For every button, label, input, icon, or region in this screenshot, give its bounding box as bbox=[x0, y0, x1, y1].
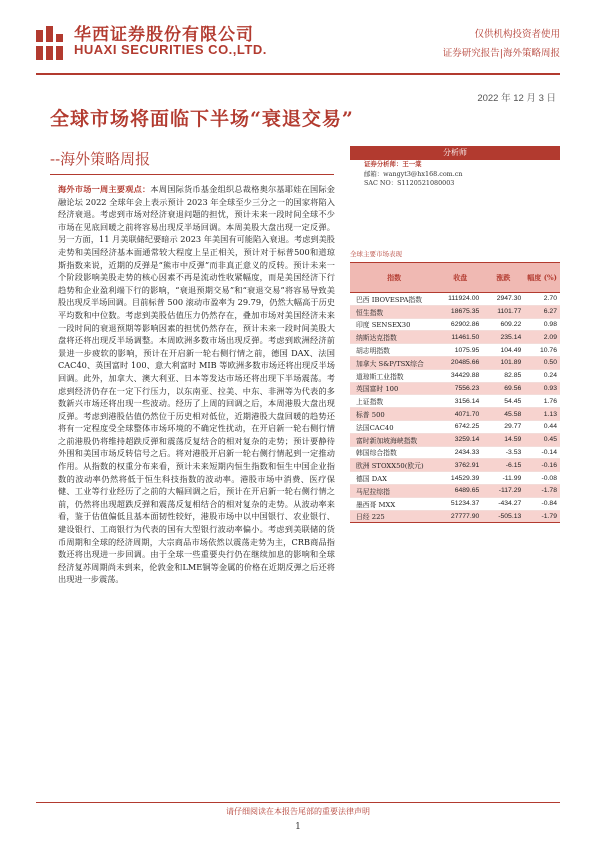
analyst-email-label: 邮箱： bbox=[364, 169, 384, 178]
pct-value: 0.44 bbox=[524, 420, 560, 433]
table-row bbox=[350, 293, 560, 306]
pct-value: -0.08 bbox=[524, 472, 560, 485]
table-row bbox=[350, 331, 560, 344]
table-row bbox=[350, 344, 560, 357]
analyst-sac-line bbox=[350, 179, 560, 189]
index-name: 墨西哥 MXX bbox=[350, 497, 438, 510]
table-row bbox=[350, 395, 560, 408]
change-value: 54.45 bbox=[482, 395, 524, 408]
pct-value: 6.27 bbox=[524, 305, 560, 318]
pct-value: 2.09 bbox=[524, 331, 560, 344]
close-value: 20485.66 bbox=[438, 356, 482, 369]
pct-value: 0.45 bbox=[524, 433, 560, 446]
close-value: 14529.39 bbox=[438, 472, 482, 485]
table-row bbox=[350, 446, 560, 459]
index-name: 巴西 IBOVESPA指数 bbox=[350, 293, 438, 306]
body-paragraph: 本周国际货币基金组织总裁格奥尔基耶娃在国际金融论坛 2022 全球年会上表示预计 2023 年全球至少三分之一的国家将陷入经济衰退。考虑到市场对经济衰退问题的担忧，预计未来一段时间全球不少市场在见底回暖之前将容易出现反半场回调。本周美股大盘出现一定反弹。另一方面，11 月美联储纪要暗示 2023 年美国有可能陷入衰退。考虑到美股走势和美国经济基本面通常较大程度上呈正相关，预计对于标普500和道琼斯指数来说，近期的反弹是“熊市中反弹”而非真正意义的反转。预计未来一个阶段影响美股走势的核心因素不再是流动性收紧幅度，而是美国经济下行趋势和企业盈利端下行的影响，“衰退预期交易”和“衰退交易”将容易导致美股出现反半场回调。目前标普 500 滚动市盈率为 29.79，仍然大幅高于历史平均数和中位数。考虑到美股估值压力仍然存在，叠加市场对美国经济未来一段时间的衰退预期等影响因素的担忧仍然存在，预计未来一段时间美股大盘将还将出现反半场调整。本周欧洲多数市场出现反弹。考虑到欧洲经济前景进一步疲软的影响，预计在开启新一轮右侧行情之前，德国 DAX、法国 CAC40、英国富时 100、意大利富时 MIB 等欧洲多数市场还将出现反半场回调。此外，加拿大、澳大利亚、日本等发达市场还将出现下半场震荡。考虑到经济仍存在一定下行压力，以东南亚、拉美、中东、非洲等为代表的多数新兴市场还将出现一些波动。经历了上周的回调之后，本周港股大盘出现反弹。考虑到港股估值仍然位于历史相对低位，近期港股大盘回暖的趋势还将有一定程度受全球整体市场环境的不确定性扰动，在开启新一轮右侧行情之前港股仍将维持超跌反弹和震荡反复结合的相对复杂的走势；预计要静待外围和美国市场反转信号之后。将对港股开启新一轮右侧行情起到一定推动作用。从指数的权重分布来看，预计未来短期内恒生指数和恒生中国企业指数的波动率仍然将低于恒生科技指数的波动率。港股市场中消费、医疗保健、工业等行业经历了之前的大幅回调之后，预计在开启新一轮右侧行情之前，仍然将出现超跌反弹和震荡反复相结合的相对复杂的走势。从波动率来看，鉴于估值偏低且基本面韧性较好，港股市场中以中国银行、农业银行、建设银行、工商银行为代表的国有大型银行波动率偏小。考虑到美联储的货币周期和全球的经济周期，大宗商品市场依然以震荡走势为主，CRB商品指数还将出现进一步回调。由于全球一些重要央行仍在继续加息的影响和全球经济复苏周期尚未到来，伦敦金和LME铜等金属的价格在近期反弹之后还将出现进一步震荡。 bbox=[58, 184, 335, 585]
change-value: 104.49 bbox=[482, 344, 524, 357]
report-date: 2022 年 12 月 3 日 bbox=[477, 93, 556, 104]
analyst-name-label: 证券分析师： bbox=[364, 160, 403, 168]
table-row bbox=[350, 420, 560, 433]
title-divider bbox=[50, 174, 334, 175]
table-row bbox=[350, 510, 560, 523]
close-value: 2434.33 bbox=[438, 446, 482, 459]
table-row bbox=[350, 408, 560, 421]
company-name-en: HUAXI SECURITIES CO.,LTD. bbox=[74, 42, 267, 57]
market-performance-box bbox=[350, 248, 560, 523]
market-table-header bbox=[350, 263, 560, 293]
close-value: 111924.00 bbox=[438, 293, 482, 306]
close-value: 3156.14 bbox=[438, 395, 482, 408]
close-value: 62902.86 bbox=[438, 318, 482, 331]
change-value: 45.58 bbox=[482, 408, 524, 421]
change-value: -117.29 bbox=[482, 484, 524, 497]
market-table bbox=[350, 262, 560, 523]
index-name: 道琼斯工业指数 bbox=[350, 369, 438, 382]
analyst-name: 王一棠 bbox=[402, 160, 422, 168]
analyst-box bbox=[350, 146, 560, 189]
analyst-sac-label: SAC NO： bbox=[364, 179, 398, 187]
header-divider bbox=[36, 73, 560, 75]
close-value: 1075.95 bbox=[438, 344, 482, 357]
table-row bbox=[350, 433, 560, 446]
table-row bbox=[350, 459, 560, 472]
col-change: 涨跌 bbox=[482, 263, 524, 293]
footer-divider bbox=[36, 802, 560, 803]
pct-value: 0.98 bbox=[524, 318, 560, 331]
index-name: 胡志明指数 bbox=[350, 344, 438, 357]
change-value: -11.99 bbox=[482, 472, 524, 485]
pct-value: 1.76 bbox=[524, 395, 560, 408]
index-name: 纳斯达克指数 bbox=[350, 331, 438, 344]
table-row bbox=[350, 318, 560, 331]
col-index: 指数 bbox=[350, 263, 438, 293]
close-value: 11461.50 bbox=[438, 331, 482, 344]
table-row bbox=[350, 369, 560, 382]
change-value: 82.85 bbox=[482, 369, 524, 382]
close-value: 3762.91 bbox=[438, 459, 482, 472]
report-title: 全球市场将面临下半场“衰退交易” bbox=[50, 108, 354, 130]
pct-value: -1.78 bbox=[524, 484, 560, 497]
company-name-cn: 华西证券股份有限公司 bbox=[74, 25, 254, 45]
index-name: 马尼拉综指 bbox=[350, 484, 438, 497]
index-name: 标普 500 bbox=[350, 408, 438, 421]
index-name: 英国富时 100 bbox=[350, 382, 438, 395]
close-value: 51234.37 bbox=[438, 497, 482, 510]
close-value: 7556.23 bbox=[438, 382, 482, 395]
page-header bbox=[0, 0, 596, 76]
page-number: 1 bbox=[295, 822, 301, 832]
change-value: 609.22 bbox=[482, 318, 524, 331]
index-name: 富时新加坡海峡指数 bbox=[350, 433, 438, 446]
table-row bbox=[350, 484, 560, 497]
index-name: 日经 225 bbox=[350, 510, 438, 523]
close-value: 4071.70 bbox=[438, 408, 482, 421]
pct-value: 0.50 bbox=[524, 356, 560, 369]
index-name: 恒生指数 bbox=[350, 305, 438, 318]
pct-value: 10.76 bbox=[524, 344, 560, 357]
change-value: 235.14 bbox=[482, 331, 524, 344]
table-row bbox=[350, 497, 560, 510]
body-text bbox=[58, 183, 335, 586]
change-value: 69.56 bbox=[482, 382, 524, 395]
change-value: 1101.77 bbox=[482, 305, 524, 318]
index-name: 加拿大 S&P/TSX综合 bbox=[350, 356, 438, 369]
close-value: 34429.88 bbox=[438, 369, 482, 382]
close-value: 27777.90 bbox=[438, 510, 482, 523]
pct-value: 2.70 bbox=[524, 293, 560, 306]
report-subtitle: --海外策略周报 bbox=[50, 150, 151, 168]
pct-value: -0.14 bbox=[524, 446, 560, 459]
legal-notice[interactable]: 请仔细阅读在本报告尾部的重要法律声明 bbox=[226, 807, 370, 816]
change-value: -6.15 bbox=[482, 459, 524, 472]
index-name: 欧洲 STOXX50(欧元) bbox=[350, 459, 438, 472]
usage-note: 仅供机构投资者使用 bbox=[474, 29, 560, 40]
pct-value: 1.13 bbox=[524, 408, 560, 421]
market-table-caption: 全球主要市场表现 bbox=[350, 250, 402, 258]
lead-heading: 海外市场一周主要观点： bbox=[58, 184, 151, 194]
change-value: -505.13 bbox=[482, 510, 524, 523]
change-value: -434.27 bbox=[482, 497, 524, 510]
analyst-header: 分析师 bbox=[350, 146, 560, 160]
pct-value: -1.79 bbox=[524, 510, 560, 523]
index-name: 德国 DAX bbox=[350, 472, 438, 485]
change-value: -3.53 bbox=[482, 446, 524, 459]
change-value: 2947.30 bbox=[482, 293, 524, 306]
index-name: 印度 SENSEX30 bbox=[350, 318, 438, 331]
analyst-email-line bbox=[350, 170, 560, 180]
huaxi-logo-icon bbox=[36, 26, 66, 60]
index-name: 法国CAC40 bbox=[350, 420, 438, 433]
index-name: 韩国综合指数 bbox=[350, 446, 438, 459]
pct-value: -0.16 bbox=[524, 459, 560, 472]
close-value: 3259.14 bbox=[438, 433, 482, 446]
close-value: 18675.35 bbox=[438, 305, 482, 318]
analyst-sac-no: S1120521080003 bbox=[397, 179, 455, 187]
analyst-name-line bbox=[350, 160, 560, 170]
table-row bbox=[350, 305, 560, 318]
change-value: 29.77 bbox=[482, 420, 524, 433]
report-type: 证券研究报告|海外策略周报 bbox=[442, 48, 560, 59]
close-value: 6742.25 bbox=[438, 420, 482, 433]
change-value: 14.59 bbox=[482, 433, 524, 446]
table-row bbox=[350, 356, 560, 369]
index-name: 上证指数 bbox=[350, 395, 438, 408]
pct-value: 0.93 bbox=[524, 382, 560, 395]
close-value: 6489.65 bbox=[438, 484, 482, 497]
analyst-email[interactable]: wangyt3@hx168.com.cn bbox=[383, 169, 463, 178]
pct-value: 0.24 bbox=[524, 369, 560, 382]
table-row bbox=[350, 472, 560, 485]
col-pct: 幅度 (%) bbox=[524, 263, 560, 293]
pct-value: -0.84 bbox=[524, 497, 560, 510]
change-value: 101.89 bbox=[482, 356, 524, 369]
table-row bbox=[350, 382, 560, 395]
col-close: 收盘 bbox=[438, 263, 482, 293]
